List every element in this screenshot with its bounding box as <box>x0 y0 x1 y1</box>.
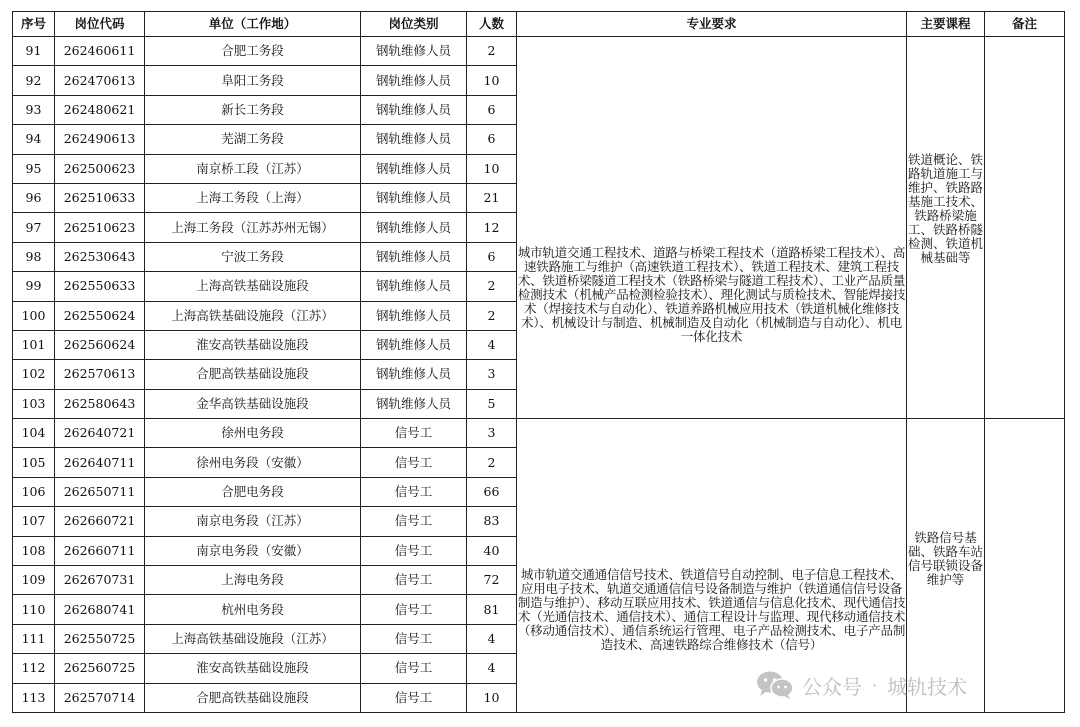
recruitment-table <box>12 11 1065 713</box>
cell-code: 262550624 <box>55 301 145 330</box>
cell-seq: 92 <box>13 66 55 95</box>
cell-unit: 金华高铁基础设施段 <box>145 389 361 418</box>
cell-seq: 113 <box>13 683 55 712</box>
cell-code: 262650711 <box>55 477 145 506</box>
watermark-separator: · <box>872 675 878 695</box>
cell-category: 钢轨维修人员 <box>361 389 467 418</box>
cell-seq: 108 <box>13 536 55 565</box>
cell-unit: 徐州电务段（安徽） <box>145 448 361 477</box>
cell-seq: 110 <box>13 595 55 624</box>
cell-unit: 上海高铁基础设施段 <box>145 272 361 301</box>
cell-count: 83 <box>467 507 517 536</box>
cell-count: 2 <box>467 272 517 301</box>
cell-category: 信号工 <box>361 536 467 565</box>
cell-seq: 107 <box>13 507 55 536</box>
cell-category: 钢轨维修人员 <box>361 272 467 301</box>
cell-count: 6 <box>467 125 517 154</box>
cell-unit: 杭州电务段 <box>145 595 361 624</box>
cell-seq: 99 <box>13 272 55 301</box>
cell-code: 262490613 <box>55 125 145 154</box>
cell-count: 2 <box>467 37 517 66</box>
cell-category: 钢轨维修人员 <box>361 37 467 66</box>
cell-count: 2 <box>467 301 517 330</box>
cell-seq: 96 <box>13 183 55 212</box>
header-code: 岗位代码 <box>55 12 145 37</box>
cell-category: 信号工 <box>361 683 467 712</box>
cell-count: 5 <box>467 389 517 418</box>
cell-category: 钢轨维修人员 <box>361 213 467 242</box>
cell-code: 262510633 <box>55 183 145 212</box>
cell-category: 信号工 <box>361 624 467 653</box>
cell-unit: 合肥电务段 <box>145 477 361 506</box>
cell-code: 262580643 <box>55 389 145 418</box>
header-remark: 备注 <box>985 12 1065 37</box>
cell-category: 信号工 <box>361 566 467 595</box>
cell-seq: 109 <box>13 566 55 595</box>
cell-code: 262670731 <box>55 566 145 595</box>
cell-seq: 91 <box>13 37 55 66</box>
cell-count: 66 <box>467 477 517 506</box>
watermark-account-name: 城轨技术 <box>887 674 968 699</box>
cell-seq: 104 <box>13 419 55 448</box>
cell-code: 262500623 <box>55 154 145 183</box>
cell-seq: 97 <box>13 213 55 242</box>
cell-unit: 徐州电务段 <box>145 419 361 448</box>
cell-count: 4 <box>467 330 517 359</box>
cell-code: 262560725 <box>55 654 145 683</box>
cell-unit: 阜阳工务段 <box>145 66 361 95</box>
cell-unit: 淮安高铁基础设施段 <box>145 654 361 683</box>
cell-unit: 芜湖工务段 <box>145 125 361 154</box>
cell-code: 262560624 <box>55 330 145 359</box>
cell-count: 10 <box>467 66 517 95</box>
cell-unit: 上海高铁基础设施段（江苏） <box>145 624 361 653</box>
cell-unit: 南京电务段（安徽） <box>145 536 361 565</box>
cell-code: 262660711 <box>55 536 145 565</box>
cell-unit: 南京桥工段（江苏） <box>145 154 361 183</box>
cell-main-courses: 铁路信号基础、铁路车站信号联锁设备维护等 <box>907 419 985 713</box>
cell-code: 262680741 <box>55 595 145 624</box>
cell-code: 262660721 <box>55 507 145 536</box>
cell-unit: 宁波工务段 <box>145 242 361 271</box>
cell-unit: 南京电务段（江苏） <box>145 507 361 536</box>
cell-count: 12 <box>467 213 517 242</box>
cell-category: 钢轨维修人员 <box>361 301 467 330</box>
cell-code: 262570613 <box>55 360 145 389</box>
cell-code: 262480621 <box>55 95 145 124</box>
cell-seq: 106 <box>13 477 55 506</box>
cell-category: 信号工 <box>361 448 467 477</box>
cell-count: 6 <box>467 242 517 271</box>
cell-seq: 111 <box>13 624 55 653</box>
cell-category: 钢轨维修人员 <box>361 66 467 95</box>
cell-count: 72 <box>467 566 517 595</box>
cell-category: 钢轨维修人员 <box>361 154 467 183</box>
cell-category: 钢轨维修人员 <box>361 360 467 389</box>
cell-unit: 新长工务段 <box>145 95 361 124</box>
cell-unit: 合肥高铁基础设施段 <box>145 360 361 389</box>
cell-count: 81 <box>467 595 517 624</box>
header-unit: 单位（工作地） <box>145 12 361 37</box>
table-row <box>13 37 1065 66</box>
header-category: 岗位类别 <box>361 12 467 37</box>
cell-unit: 上海工务段（江苏苏州无锡） <box>145 213 361 242</box>
cell-unit: 上海电务段 <box>145 566 361 595</box>
cell-code: 262550633 <box>55 272 145 301</box>
cell-count: 40 <box>467 536 517 565</box>
cell-seq: 93 <box>13 95 55 124</box>
cell-unit: 合肥工务段 <box>145 37 361 66</box>
cell-count: 21 <box>467 183 517 212</box>
cell-category: 钢轨维修人员 <box>361 125 467 154</box>
cell-seq: 105 <box>13 448 55 477</box>
cell-code: 262460611 <box>55 37 145 66</box>
cell-category: 钢轨维修人员 <box>361 183 467 212</box>
cell-major-requirements: 城市轨道交通通信信号技术、铁道信号自动控制、电子信息工程技术、应用电子技术、轨道交通通信信号设备制造与维护（铁道通信信号设备制造与维护）、移动互联应用技术、铁道通信与信息化技术、现代通信技术（光通信技术、通信技术）、通信工程设计与监理、现代移动通信技术（移动通信技术）、通信系统运行管理、电子产品检测技术、电子产品制造技术、高速铁路综合维修技术（信号） <box>517 419 907 713</box>
cell-seq: 102 <box>13 360 55 389</box>
cell-category: 信号工 <box>361 654 467 683</box>
cell-category: 钢轨维修人员 <box>361 330 467 359</box>
cell-code: 262640711 <box>55 448 145 477</box>
cell-count: 2 <box>467 448 517 477</box>
cell-code: 262510623 <box>55 213 145 242</box>
cell-code: 262640721 <box>55 419 145 448</box>
cell-remark <box>985 419 1065 713</box>
cell-seq: 94 <box>13 125 55 154</box>
cell-category: 钢轨维修人员 <box>361 242 467 271</box>
cell-seq: 95 <box>13 154 55 183</box>
cell-unit: 上海高铁基础设施段（江苏） <box>145 301 361 330</box>
cell-seq: 100 <box>13 301 55 330</box>
cell-code: 262570714 <box>55 683 145 712</box>
cell-major-requirements: 城市轨道交通工程技术、道路与桥梁工程技术（道路桥梁工程技术）、高速铁路施工与维护（高速铁道工程技术）、铁道工程技术、建筑工程技术、铁道桥梁隧道工程技术（铁路桥梁与隧道工程技术）、工业产品质量检测技术（机械产品检测检验技术）、理化测试与质检技术、智能焊接技术（焊接技术与自动化）、铁道养路机械应用技术（铁道机械化维修技术）、机械设计与制造、机械制造及自动化（机械制造与自动化）、机电一体化技术 <box>517 37 907 419</box>
cell-count: 10 <box>467 683 517 712</box>
cell-seq: 103 <box>13 389 55 418</box>
cell-remark <box>985 37 1065 419</box>
cell-seq: 98 <box>13 242 55 271</box>
watermark-account-label: 公众号 <box>802 674 862 699</box>
cell-count: 6 <box>467 95 517 124</box>
cell-count: 4 <box>467 654 517 683</box>
cell-count: 4 <box>467 624 517 653</box>
header-major: 专业要求 <box>517 12 907 37</box>
table-header-row <box>13 12 1065 37</box>
cell-category: 信号工 <box>361 507 467 536</box>
cell-count: 3 <box>467 419 517 448</box>
cell-code: 262530643 <box>55 242 145 271</box>
cell-seq: 101 <box>13 330 55 359</box>
wechat-icon <box>756 670 794 700</box>
cell-unit: 上海工务段（上海） <box>145 183 361 212</box>
header-seq: 序号 <box>13 12 55 37</box>
header-count: 人数 <box>467 12 517 37</box>
table-row <box>13 419 1065 448</box>
cell-code: 262550725 <box>55 624 145 653</box>
cell-unit: 淮安高铁基础设施段 <box>145 330 361 359</box>
cell-category: 钢轨维修人员 <box>361 95 467 124</box>
cell-count: 3 <box>467 360 517 389</box>
cell-count: 10 <box>467 154 517 183</box>
cell-category: 信号工 <box>361 595 467 624</box>
cell-code: 262470613 <box>55 66 145 95</box>
cell-seq: 112 <box>13 654 55 683</box>
cell-unit: 合肥高铁基础设施段 <box>145 683 361 712</box>
cell-category: 信号工 <box>361 419 467 448</box>
cell-category: 信号工 <box>361 477 467 506</box>
watermark <box>756 668 967 702</box>
header-course: 主要课程 <box>907 12 985 37</box>
cell-main-courses: 铁道概论、铁路轨道施工与维护、铁路路基施工技术、铁路桥梁施工、铁路桥隧检测、铁道机械基础等 <box>907 37 985 419</box>
